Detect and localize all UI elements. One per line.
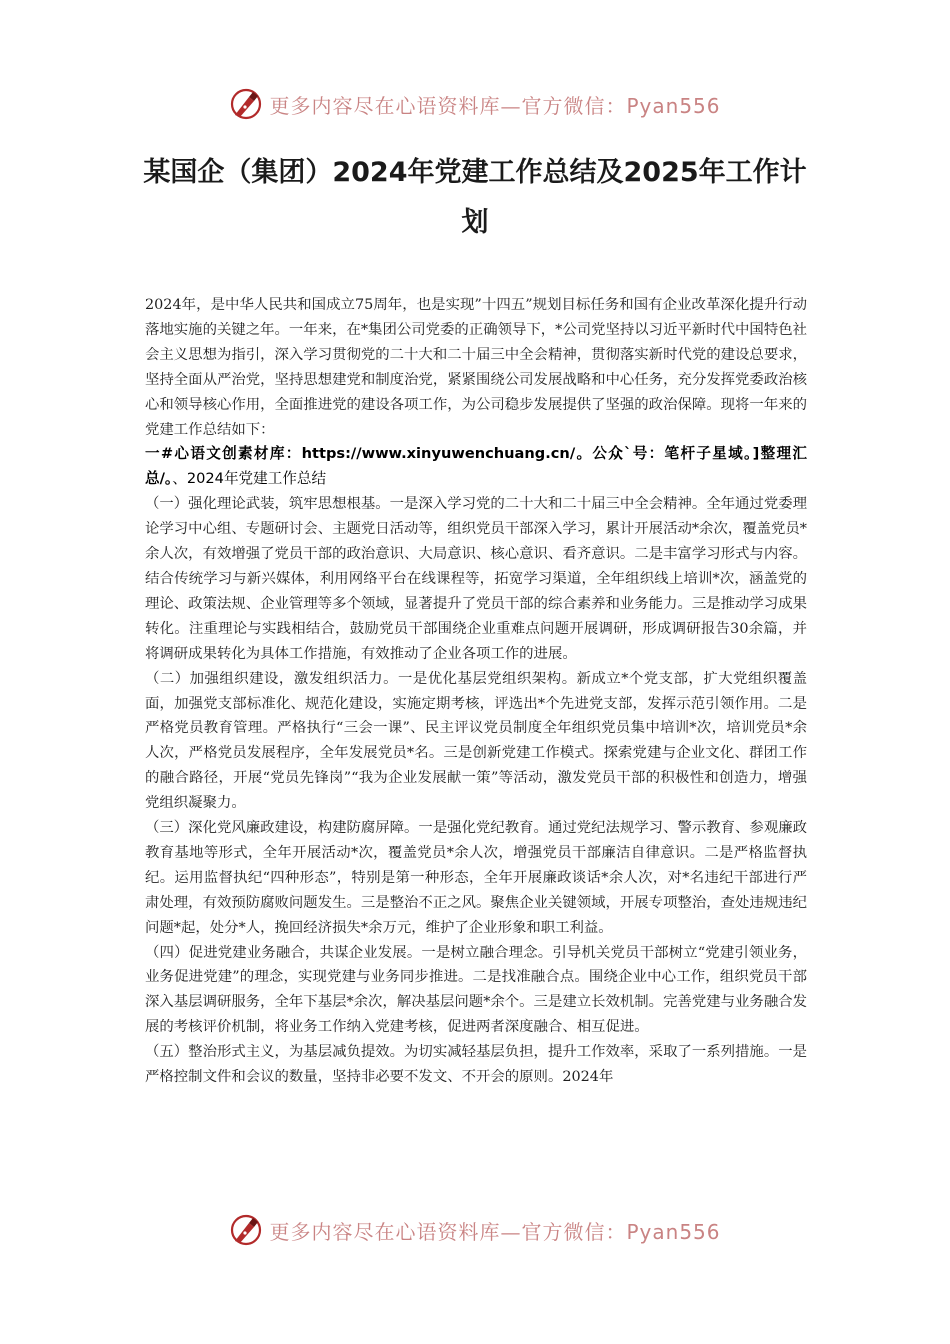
section-heading: 、2024年党建工作总结	[172, 470, 327, 488]
watermark-banner-top	[0, 82, 950, 126]
intro-paragraph: 2024年，是中华人民共和国成立75周年，也是实现”十四五”规划目标任务和国有企业改革深化提升行动落地实施的关键之年。一年来，在*集团公司党委的正确领导下，*公司党坚持以习近平新时代中国特色社会主义思想为指引，深入学习贯彻党的二十大和二十届三中全会精神，贯彻落实新时代党的建设总要求，坚持全面从严治党，坚持思想建党和制度治党，紧紧围绕公司发展战略和中心任务，充分发挥党委政治核心和领导核心作用，全面推进党的建设各项工作，为公司稳步发展提供了坚强的政治保障。现将一年来的党建工作总结如下：	[145, 297, 807, 438]
source-line	[145, 442, 807, 492]
watermark-wechat-id: Pyan556	[626, 1219, 721, 1244]
body-paragraph: （三）深化党风廉政建设，构建防腐屏障。一是强化党纪教育。通过党纪法规学习、警示教育、参观廉政教育基地等形式，全年开展活动*次，覆盖党员*余人次，增强党员干部廉洁自律意识。二是严格监督执纪。运用监督执纪“四种形态”，特别是第一种形态，全年开展廉政谈话*余人次，对*名违纪干部进行严肃处理，有效预防腐败问题发生。三是整治不正之风。聚焦企业关键领域，开展专项整治，查处违规违纪问题*起，处分*人，挽回经济损失*余万元，维护了企业形象和职工利益。	[145, 820, 807, 936]
body-paragraph: （二）加强组织建设，激发组织活力。一是优化基层党组织架构。新成立*个党支部，扩大党组织覆盖面，加强党支部标准化、规范化建设，实施定期考核，评选出*个先进党支部，发挥示范引领作用。二是严格党员教育管理。严格执行“三会一课”、民主评议党员制度全年组织党员集中培训*次，培训党员*余人次，严格党员发展程序，全年发展党员*名。三是创新党建工作模式。探索党建与企业文化、群团工作的融合路径，开展“党员先锋岗”“我为企业发展献一策”等活动，激发党员干部的积极性和创造力，增强党组织凝聚力。	[145, 670, 807, 812]
body-paragraph: （四）促进党建业务融合，共谋企业发展。一是树立融合理念。引导机关党员干部树立“党建引领业务，业务促进党建”的理念，实现党建与业务同步推进。二是找准融合点。围绕企业中心工作，组织党员干部深入基层调研服务，全年下基层*余次，解决基层问题*余个。三是建立长效机制。完善党建与业务融合发展的考核评价机制，将业务工作纳入党建考核，促进两者深度融合、相互促进。	[145, 944, 807, 1036]
document-body	[145, 293, 807, 1090]
watermark-banner-bottom	[0, 1208, 950, 1252]
pen-nib-logo-icon	[229, 87, 263, 121]
watermark-wechat-id: Pyan556	[626, 93, 721, 118]
body-paragraph: （五）整治形式主义，为基层减负提效。为切实减轻基层负担，提升工作效率，采取了一系列措施。一是严格控制文件和会议的数量，坚持非必要不发文、不开会的原则。2024年	[145, 1044, 807, 1086]
watermark-text: 更多内容尽在心语资料库—官方微信：	[269, 93, 627, 118]
pen-nib-logo-icon	[229, 1213, 263, 1247]
document-title: 某国企（集团）2024年党建工作总结及2025年工作计划	[143, 157, 807, 238]
body-paragraph: （一）强化理论武装，筑牢思想根基。一是深入学习党的二十大和二十届三中全会精神。全年通过党委理论学习中心组、专题研讨会、主题党日活动等，组织党员干部深入学习，累计开展活动*余次，覆盖党员*余人次，有效增强了党员干部的政治意识、大局意识、核心意识、看齐意识。二是丰富学习形式与内容。结合传统学习与新兴媒体，利用网络平台在线课程等，拓宽学习渠道，全年组织线上培训*次，涵盖党的理论、政策法规、企业管理等多个领域，显著提升了党员干部的综合素养和业务能力。三是推动学习成果转化。注重理论与实践相结合，鼓励党员干部围绕企业重难点问题开展调研，形成调研报告30余篇，并将调研成果转化为具体工作措施，有效推动了企业各项工作的进展。	[145, 496, 807, 662]
source-line-text: 一#心语文创素材库：https://www.xinyuwenchuang.cn/。公众`号：笔杆子星域。]整理汇总/。	[145, 445, 807, 488]
watermark-text: 更多内容尽在心语资料库—官方微信：	[269, 1219, 627, 1244]
